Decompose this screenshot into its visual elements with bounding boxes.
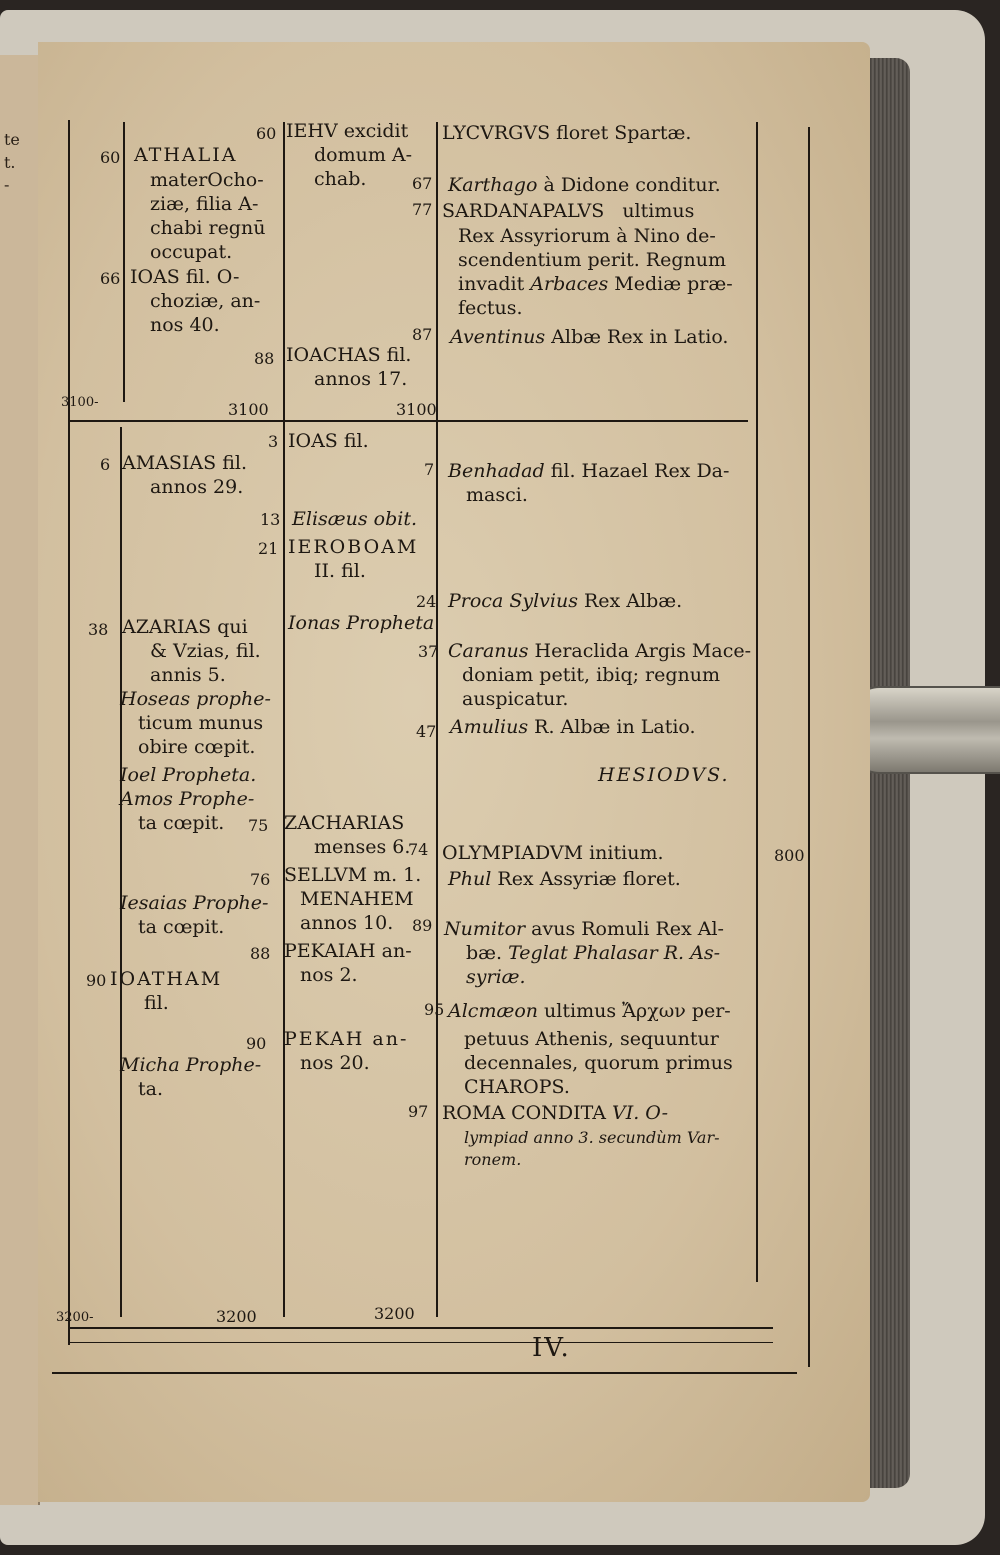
year-24: 24 <box>416 592 437 611</box>
archon-text: per- <box>685 1000 731 1022</box>
ioas-2-heading: IOAS fil. <box>288 430 369 452</box>
year-87: 87 <box>412 325 433 344</box>
amasias-heading: AMASIAS fil. <box>122 452 247 474</box>
pekaiah-line-1: nos 2. <box>300 964 358 986</box>
zacharias-line-1: menses 6. <box>314 836 411 858</box>
karthago-entry <box>448 174 721 197</box>
year-60: 60 <box>100 148 121 167</box>
alcmaeon-line-4: CHAROPS. <box>464 1076 570 1098</box>
rule-3200 <box>68 1327 773 1329</box>
year-88b: 88 <box>250 944 271 963</box>
numitor-text: avus Romuli Rex Al- <box>525 918 724 940</box>
hoseas-line-2: obire cœpit. <box>138 736 256 758</box>
iehu-heading: IEHV excidit <box>286 120 409 142</box>
roma-olymp: VI. O- <box>611 1102 668 1124</box>
archon-greek: Ἄρχων <box>622 1000 686 1022</box>
iehu-line-1: domum A- <box>314 144 413 166</box>
year-3200-col1: 3200 <box>216 1307 257 1326</box>
year-90b: 90 <box>246 1034 267 1053</box>
caranus-name: Caranus <box>448 640 529 662</box>
amos-line-1: ta cœpit. <box>138 812 225 834</box>
athalia-heading: ATHALIA <box>134 144 238 166</box>
numitor-line-2 <box>466 942 720 965</box>
rule-3100 <box>68 420 748 422</box>
athalia-line-2: ziæ, filia A- <box>150 193 259 215</box>
amulius-text: R. Albæ in Latio. <box>528 716 696 738</box>
hoseas-heading: Hoseas prophe- <box>120 688 271 710</box>
sardanapalus-line-4: fectus. <box>458 297 523 319</box>
rule-col2 <box>283 122 285 1317</box>
year-3100-col1: 3100 <box>228 400 269 419</box>
proca-text: Rex Albæ. <box>577 590 683 612</box>
sellum-entry: SELLVM m. 1. <box>284 864 422 886</box>
year-66: 66 <box>100 269 121 288</box>
ieroboam-line-1: II. fil. <box>314 560 366 582</box>
ioel-entry: Ioel Propheta. <box>120 764 257 786</box>
benhadad-line-2: masci. <box>466 484 528 506</box>
left-fragment-3: - <box>4 175 10 194</box>
year-6: 6 <box>100 455 111 474</box>
year-3200-col2: 3200 <box>374 1304 415 1323</box>
sardanapalus-invadit: invadit <box>458 273 531 295</box>
menahem-line-1: annos 10. <box>300 912 394 934</box>
numitor-name: Numitor <box>444 918 526 940</box>
year-21: 21 <box>258 539 279 558</box>
sardanapalus-line-2: scendentium perit. Regnum <box>458 249 727 271</box>
year-3: 3 <box>268 432 279 451</box>
rule-col1-a <box>123 122 125 402</box>
ioatham-heading: IOATHAM <box>110 968 223 990</box>
teglat-name: Teglat Phalasar R. As- <box>508 942 721 964</box>
year-3100-col2: 3100 <box>396 400 437 419</box>
year-60-top: 60 <box>256 124 277 143</box>
alcmaeon-entry <box>448 1000 731 1023</box>
year-38: 38 <box>88 620 109 639</box>
benhadad-entry <box>448 460 729 483</box>
ieroboam-heading: IEROBOAM <box>288 536 419 558</box>
rule-col4 <box>756 122 758 1282</box>
arbaces-name: Arbaces <box>530 273 609 295</box>
azarias-line-1: & Vzias, fil. <box>150 640 261 662</box>
year-77: 77 <box>412 200 433 219</box>
karthago-name: Karthago <box>448 174 538 196</box>
ioas-line-2: nos 40. <box>150 314 220 336</box>
amos-heading: Amos Prophe- <box>120 788 255 810</box>
year-37: 37 <box>418 642 439 661</box>
roma-entry <box>442 1102 668 1125</box>
olympiadum-entry: OLYMPIADVM initium. <box>442 842 664 864</box>
pekaiah-heading: PEKAIAH an- <box>284 940 412 962</box>
alcmaeon-name: Alcmæon <box>448 1000 538 1022</box>
arbaces-text: Mediæ præ- <box>608 273 733 295</box>
proca-entry <box>448 590 682 613</box>
aventinus-entry <box>450 326 728 349</box>
ioas-heading: IOAS fil. O- <box>130 266 240 288</box>
sardanapalus-heading: SARDANAPALVS ultimus <box>442 200 695 222</box>
hoseas-line-1: ticum munus <box>138 712 264 734</box>
benhadad-text: fil. Hazael Rex Da- <box>544 460 730 482</box>
aventinus-name: Aventinus <box>450 326 546 348</box>
phul-name: Phul <box>448 868 492 890</box>
azarias-line-2: annis 5. <box>150 664 226 686</box>
rule-3200-b <box>68 1342 773 1343</box>
alcmaeon-line-2: petuus Athenis, sequuntur <box>464 1028 719 1050</box>
rule-col3 <box>436 122 438 1317</box>
alcmaeon-line-3: decennales, quorum primus <box>464 1052 733 1074</box>
amasias-line-1: annos 29. <box>150 476 244 498</box>
folio-number: IV. <box>532 1333 571 1363</box>
numitor-bae: bæ. <box>466 942 509 964</box>
proca-name: Proca Sylvius <box>448 590 578 612</box>
elisaeus-entry: Elisæus obit. <box>292 508 418 530</box>
caranus-entry <box>448 640 751 663</box>
roma-line-3: ronem. <box>464 1150 522 1169</box>
rule-col1-b <box>120 427 122 1317</box>
caranus-line-2: doniam petit, ibiq; regnum <box>462 664 721 686</box>
book-page <box>38 42 870 1502</box>
year-47: 47 <box>416 722 437 741</box>
pekah-line-1: nos 20. <box>300 1052 370 1074</box>
micha-heading: Micha Prophe- <box>120 1054 262 1076</box>
rule-outer-left <box>68 120 70 1345</box>
pekah-heading: PEKAH an- <box>284 1028 409 1050</box>
year-76: 76 <box>250 870 271 889</box>
lycurgus-entry: LYCVRGVS floret Spartæ. <box>442 122 692 144</box>
benhadad-name: Benhadad <box>448 460 545 482</box>
roma-heading: ROMA CONDITA <box>442 1102 612 1124</box>
athalia-line-3: chabi regnū <box>150 217 266 239</box>
iehu-line-2: chab. <box>314 168 367 190</box>
amulius-entry <box>450 716 696 739</box>
athalia-line-1: materOcho- <box>150 169 264 191</box>
year-13: 13 <box>260 510 281 529</box>
alcmaeon-text: ultimus <box>538 1000 623 1022</box>
menahem-heading: MENAHEM <box>300 888 414 910</box>
sardanapalus-line-3 <box>458 273 733 296</box>
aventinus-text: Albæ Rex in Latio. <box>545 326 729 348</box>
margin-year-800: 800 <box>774 846 805 865</box>
numitor-entry <box>444 918 724 941</box>
year-3100-left: 3100- <box>61 395 99 410</box>
rule-outer-right <box>808 127 810 1367</box>
caranus-line-3: auspicatur. <box>462 688 569 710</box>
left-fragment-1: te <box>4 130 20 149</box>
karthago-text: à Didone conditur. <box>537 174 721 196</box>
year-67: 67 <box>412 174 433 193</box>
amulius-name: Amulius <box>450 716 529 738</box>
caranus-text: Heraclida Argis Mace- <box>528 640 752 662</box>
ioachas-line-1: annos 17. <box>314 368 408 390</box>
phul-text: Rex Assyriæ floret. <box>491 868 681 890</box>
ioas-line-1: choziæ, an- <box>150 290 261 312</box>
sardanapalus-line-1: Rex Assyriorum à Nino de- <box>458 225 716 247</box>
year-74: 74 <box>408 840 429 859</box>
micha-line-1: ta. <box>138 1078 164 1100</box>
year-90: 90 <box>86 971 107 990</box>
phul-entry <box>448 868 681 891</box>
year-7: 7 <box>424 460 435 479</box>
year-75: 75 <box>248 816 269 835</box>
year-88: 88 <box>254 349 275 368</box>
roma-line-2: lympiad anno 3. secundùm Var- <box>464 1128 720 1147</box>
year-97: 97 <box>408 1102 429 1121</box>
zacharias-heading: ZACHARIAS <box>284 812 405 834</box>
rule-bottom <box>52 1372 797 1374</box>
ioachas-heading: IOACHAS fil. <box>286 344 412 366</box>
azarias-heading: AZARIAS qui <box>122 616 248 638</box>
year-3200-left: 3200- <box>56 1310 94 1325</box>
left-fragment-2: t. <box>4 153 16 172</box>
iesaias-heading: Iesaias Prophe- <box>120 892 269 914</box>
athalia-line-4: occupat. <box>150 241 233 263</box>
ionas-entry: Ionas Propheta <box>288 612 435 634</box>
ioatham-line-1: fil. <box>144 992 169 1014</box>
iesaias-line-1: ta cœpit. <box>138 916 225 938</box>
year-95: 95 <box>424 1000 445 1019</box>
year-89: 89 <box>412 916 433 935</box>
numitor-line-3: syriæ. <box>466 966 526 988</box>
hesiodus-entry: HESIODVS. <box>598 764 730 786</box>
left-page-fragment <box>0 55 40 1505</box>
